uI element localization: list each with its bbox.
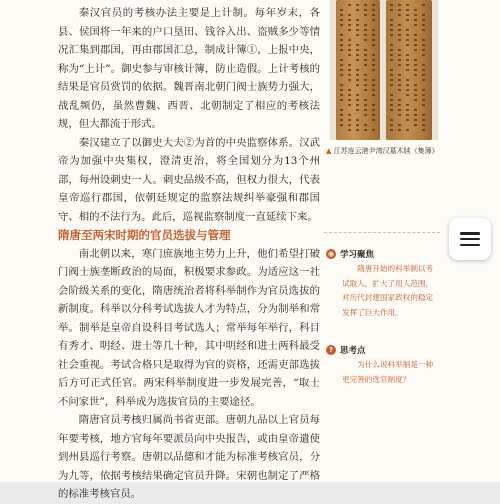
ink-mark bbox=[398, 14, 401, 16]
ink-mark bbox=[372, 34, 375, 36]
ink-mark bbox=[398, 29, 401, 31]
ink-mark bbox=[340, 119, 343, 121]
ink-mark bbox=[372, 54, 375, 56]
ink-mark bbox=[348, 44, 351, 46]
ink-mark bbox=[356, 79, 359, 81]
ink-mark bbox=[398, 74, 401, 76]
ink-mark bbox=[390, 19, 393, 21]
ink-mark bbox=[398, 114, 401, 116]
ink-mark bbox=[422, 119, 425, 121]
ink-mark bbox=[364, 9, 367, 11]
ink-mark bbox=[372, 84, 375, 86]
ink-mark bbox=[390, 119, 393, 121]
ink-mark bbox=[340, 34, 343, 36]
study-focus-title bbox=[326, 248, 374, 260]
ink-mark bbox=[348, 94, 351, 96]
ink-mark bbox=[414, 114, 417, 116]
ink-mark bbox=[348, 129, 351, 131]
ink-mark bbox=[414, 9, 417, 11]
ink-mark bbox=[390, 109, 393, 111]
ink-mark bbox=[356, 59, 359, 61]
ink-mark bbox=[340, 19, 343, 21]
ink-mark bbox=[372, 9, 375, 11]
hamburger-menu-icon bbox=[460, 232, 480, 246]
study-focus-icon: ◉ bbox=[327, 250, 335, 258]
ink-mark bbox=[340, 49, 343, 51]
ink-mark bbox=[414, 39, 417, 41]
paragraph-shang-ji: 秦汉官员的考核办法主要是上计制。每年岁末，各县、侯国将一年来的户口垦田、钱谷入出、盗贼多少等情况汇集到郡国，再由郡国汇总，制成计簿①，上报中央，称为“上计”。御史参与审核计簿，防止造假。上计考核的结果是官员赏罚的依据。魏晋南北朝门阀士族势力强大，战乱频仍，虽然曹魏、西晋、北朝制定了相应的考核法规，但大都流于形式。 bbox=[58, 7, 320, 130]
ink-mark bbox=[348, 114, 351, 116]
ink-mark bbox=[398, 39, 401, 41]
ink-mark bbox=[372, 129, 375, 131]
ink-mark bbox=[398, 79, 401, 81]
ink-mark bbox=[340, 74, 343, 76]
ink-mark bbox=[356, 49, 359, 51]
ink-mark bbox=[372, 29, 375, 31]
ink-mark bbox=[414, 89, 417, 91]
ink-mark bbox=[340, 24, 343, 26]
ink-mark bbox=[340, 14, 343, 16]
divider bbox=[324, 232, 440, 233]
ink-mark bbox=[414, 99, 417, 101]
ink-mark bbox=[372, 94, 375, 96]
ink-mark bbox=[398, 124, 401, 126]
ink-mark bbox=[422, 114, 425, 116]
ink-mark bbox=[364, 59, 367, 61]
study-focus-text: 隋唐开始的科举制以考试取人，扩大了用人范围，对历代封建国家政权的稳定发挥了巨大作用。 bbox=[342, 264, 434, 317]
ink-mark bbox=[398, 109, 401, 111]
ink-mark bbox=[340, 69, 343, 71]
ink-mark bbox=[390, 34, 393, 36]
think-point-text: 为什么说科举制是一种更完善的选官制度？ bbox=[342, 360, 434, 384]
ink-mark bbox=[422, 54, 425, 56]
ink-mark bbox=[414, 19, 417, 21]
ink-mark bbox=[390, 94, 393, 96]
ink-mark bbox=[340, 89, 343, 91]
paragraph-censorate: 秦汉建立了以御史大夫②为首的中央监察体系。汉武帝为加强中央集权，澄清吏治，将全国划分为13个州部，每州设刺史一人。刺史品级不高，但权力很大，代表皇帝巡行郡国，依朝廷规定的监察法规纠举豪强和郡国守、相的不法行为。此后，巡视监察制度一直延续下来。 bbox=[58, 136, 320, 223]
ink-mark bbox=[422, 14, 425, 16]
ink-mark bbox=[340, 64, 343, 66]
ink-mark bbox=[364, 54, 367, 56]
ink-mark bbox=[390, 99, 393, 101]
ink-mark bbox=[348, 24, 351, 26]
ink-mark bbox=[406, 39, 409, 41]
ink-mark bbox=[356, 104, 359, 106]
ink-mark bbox=[398, 4, 401, 6]
ink-mark bbox=[422, 89, 425, 91]
ink-mark bbox=[364, 84, 367, 86]
caption-triangle-icon: ▲ bbox=[326, 147, 332, 155]
ink-mark bbox=[406, 89, 409, 91]
ink-mark bbox=[348, 4, 351, 6]
ink-mark bbox=[406, 54, 409, 56]
ink-mark bbox=[348, 104, 351, 106]
ink-mark bbox=[422, 39, 425, 41]
ink-mark bbox=[390, 49, 393, 51]
ink-mark bbox=[398, 64, 401, 66]
ink-mark bbox=[406, 44, 409, 46]
ink-mark bbox=[406, 69, 409, 71]
ink-mark bbox=[364, 124, 367, 126]
ink-mark bbox=[398, 99, 401, 101]
ink-mark bbox=[406, 29, 409, 31]
ink-mark bbox=[348, 79, 351, 81]
ink-mark bbox=[340, 94, 343, 96]
ink-mark bbox=[364, 64, 367, 66]
think-point-label: 思考点 bbox=[340, 346, 366, 356]
ink-mark bbox=[414, 94, 417, 96]
ink-mark bbox=[406, 4, 409, 6]
ink-mark bbox=[422, 64, 425, 66]
ink-mark bbox=[340, 109, 343, 111]
ink-mark bbox=[364, 39, 367, 41]
ink-mark bbox=[390, 79, 393, 81]
ink-mark bbox=[422, 74, 425, 76]
ink-mark bbox=[356, 54, 359, 56]
ink-mark bbox=[390, 84, 393, 86]
ink-mark bbox=[356, 84, 359, 86]
ink-mark bbox=[406, 119, 409, 121]
ink-mark bbox=[356, 44, 359, 46]
ink-mark bbox=[348, 14, 351, 16]
ink-mark bbox=[348, 29, 351, 31]
ink-mark bbox=[398, 9, 401, 11]
ink-mark bbox=[340, 124, 343, 126]
paragraph-keju: 南北朝以来，寒门庶族地主势力上升，他们希望打破门阀士族垄断政治的局面，积极要求参政。为适应这一社会阶级关系的变化，隋唐统治者将科举制作为官员选拔的新制度。科举以分科考试选拔人才为特点，分为制举和常举。制举是皇帝自设科目考试选人；常举每年举行，科目有秀才、明经、进士等几十种，其中明经和进士两科最受社会重视。考试合格只是取得为官的资格，还需吏部选拔后方可正式任官。两宋科举制度进一步发展完善，“取士不问家世”，科举成为选拔官员的主要途径。 bbox=[58, 247, 320, 408]
ink-mark bbox=[406, 129, 409, 131]
ink-mark bbox=[364, 89, 367, 91]
ink-mark bbox=[348, 64, 351, 66]
ink-mark bbox=[422, 49, 425, 51]
ink-mark bbox=[356, 94, 359, 96]
ink-mark bbox=[372, 14, 375, 16]
ink-mark bbox=[356, 19, 359, 21]
main-text-column bbox=[58, 4, 320, 504]
ink-mark bbox=[414, 124, 417, 126]
ink-mark bbox=[422, 124, 425, 126]
ink-mark bbox=[390, 129, 393, 131]
ink-mark bbox=[390, 4, 393, 6]
ink-mark bbox=[414, 109, 417, 111]
ink-mark bbox=[398, 59, 401, 61]
ink-mark bbox=[372, 109, 375, 111]
ink-mark bbox=[372, 59, 375, 61]
ink-mark bbox=[414, 84, 417, 86]
ink-mark bbox=[372, 69, 375, 71]
ink-mark bbox=[406, 114, 409, 116]
ink-mark bbox=[364, 129, 367, 131]
ink-mark bbox=[390, 74, 393, 76]
ink-mark bbox=[356, 109, 359, 111]
ink-mark bbox=[398, 24, 401, 26]
ink-mark bbox=[390, 24, 393, 26]
ink-mark bbox=[414, 49, 417, 51]
ink-mark bbox=[406, 79, 409, 81]
ink-mark bbox=[348, 99, 351, 101]
ink-mark bbox=[390, 9, 393, 11]
ink-mark bbox=[390, 124, 393, 126]
figure-caption bbox=[326, 146, 446, 156]
ink-mark bbox=[422, 129, 425, 131]
ink-mark bbox=[372, 19, 375, 21]
ink-mark bbox=[406, 64, 409, 66]
ink-mark bbox=[348, 119, 351, 121]
paragraph-kaohe: 隋唐官员考核归属尚书省吏部。唐朝九品以上官员每年要考核，地方官每年要派员向中央报告，或由皇帝遣使到州县巡行考察。唐朝以品德和才能为标准考核官员，分为九等，依据考核结果确定官员升降。宋朝也制定了严格的标准考核官员。 bbox=[58, 414, 320, 500]
ink-mark bbox=[406, 109, 409, 111]
ink-mark bbox=[414, 119, 417, 121]
ink-mark bbox=[398, 54, 401, 56]
ink-mark bbox=[348, 54, 351, 56]
ink-mark bbox=[364, 74, 367, 76]
ink-mark bbox=[364, 14, 367, 16]
ink-mark bbox=[372, 89, 375, 91]
ink-mark bbox=[414, 34, 417, 36]
ink-mark bbox=[348, 74, 351, 76]
ink-mark bbox=[390, 59, 393, 61]
ink-mark bbox=[340, 9, 343, 11]
ink-mark bbox=[422, 94, 425, 96]
ink-mark bbox=[372, 119, 375, 121]
ink-mark bbox=[406, 19, 409, 21]
ink-mark bbox=[364, 114, 367, 116]
ink-mark bbox=[406, 59, 409, 61]
ink-mark bbox=[356, 69, 359, 71]
ink-mark bbox=[356, 24, 359, 26]
ink-mark bbox=[348, 89, 351, 91]
ink-mark bbox=[398, 104, 401, 106]
ink-mark bbox=[348, 49, 351, 51]
question-icon: ? bbox=[326, 345, 336, 355]
ink-mark bbox=[406, 9, 409, 11]
ink-mark bbox=[414, 69, 417, 71]
think-point-title bbox=[326, 344, 366, 356]
ink-mark bbox=[398, 49, 401, 51]
ink-mark bbox=[372, 104, 375, 106]
ink-mark bbox=[422, 29, 425, 31]
ink-mark bbox=[406, 14, 409, 16]
wooden-slip-photo bbox=[330, 0, 438, 140]
ink-mark bbox=[390, 69, 393, 71]
ink-mark bbox=[348, 39, 351, 41]
ink-mark bbox=[390, 44, 393, 46]
ink-mark bbox=[364, 4, 367, 6]
ink-mark bbox=[372, 114, 375, 116]
ink-mark bbox=[348, 69, 351, 71]
ink-mark bbox=[422, 44, 425, 46]
ink-mark bbox=[414, 44, 417, 46]
ink-mark bbox=[364, 109, 367, 111]
ink-mark bbox=[356, 29, 359, 31]
ink-mark bbox=[340, 99, 343, 101]
ink-mark bbox=[372, 64, 375, 66]
ink-mark bbox=[422, 4, 425, 6]
section-heading: 隋唐至两宋时期的官员选拔与管理 bbox=[58, 228, 231, 242]
ink-mark bbox=[348, 19, 351, 21]
ink-mark bbox=[348, 124, 351, 126]
ink-mark bbox=[398, 89, 401, 91]
ink-mark bbox=[364, 104, 367, 106]
ink-mark bbox=[398, 84, 401, 86]
ink-mark bbox=[414, 24, 417, 26]
wooden-slip-right bbox=[386, 0, 432, 140]
ink-mark bbox=[406, 84, 409, 86]
ink-mark bbox=[340, 114, 343, 116]
ink-mark bbox=[356, 99, 359, 101]
ink-mark bbox=[414, 74, 417, 76]
ink-mark bbox=[422, 19, 425, 21]
menu-button[interactable] bbox=[449, 218, 491, 260]
wooden-slip-left bbox=[336, 0, 380, 140]
figure-caption-text: 江苏连云港尹湾汉墓木牍《集簿》 bbox=[333, 147, 439, 155]
ink-mark bbox=[364, 29, 367, 31]
ink-mark bbox=[422, 99, 425, 101]
ink-mark bbox=[340, 84, 343, 86]
ink-mark bbox=[422, 69, 425, 71]
ink-mark bbox=[422, 104, 425, 106]
ink-mark bbox=[390, 104, 393, 106]
ink-mark bbox=[364, 34, 367, 36]
ink-mark bbox=[390, 54, 393, 56]
ink-mark bbox=[364, 49, 367, 51]
ink-mark bbox=[356, 9, 359, 11]
ink-mark bbox=[356, 4, 359, 6]
ink-mark bbox=[364, 79, 367, 81]
ink-mark bbox=[406, 94, 409, 96]
ink-mark bbox=[340, 39, 343, 41]
ink-mark bbox=[356, 124, 359, 126]
ink-mark bbox=[356, 119, 359, 121]
ink-mark bbox=[406, 34, 409, 36]
ink-mark bbox=[398, 129, 401, 131]
ink-mark bbox=[414, 14, 417, 16]
ink-mark bbox=[372, 39, 375, 41]
ink-mark bbox=[422, 24, 425, 26]
ink-mark bbox=[356, 34, 359, 36]
ink-mark bbox=[372, 79, 375, 81]
ink-mark bbox=[364, 24, 367, 26]
ink-mark bbox=[414, 64, 417, 66]
ink-mark bbox=[340, 59, 343, 61]
ink-mark bbox=[372, 4, 375, 6]
ink-mark bbox=[356, 74, 359, 76]
ink-mark bbox=[398, 34, 401, 36]
ink-mark bbox=[340, 44, 343, 46]
ink-mark bbox=[356, 129, 359, 131]
study-focus-label: 学习聚焦 bbox=[340, 250, 375, 260]
ink-mark bbox=[414, 59, 417, 61]
ink-mark bbox=[390, 29, 393, 31]
ink-mark bbox=[372, 44, 375, 46]
ink-mark bbox=[364, 99, 367, 101]
ink-mark bbox=[422, 79, 425, 81]
ink-mark bbox=[406, 104, 409, 106]
